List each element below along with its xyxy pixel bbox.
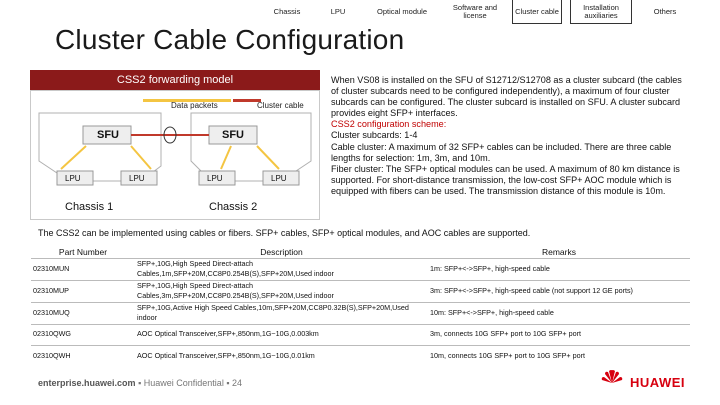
tab-lpu[interactable]: LPU bbox=[330, 7, 346, 16]
part-number-cell: 02310QWH bbox=[31, 345, 135, 366]
description-p4: Fiber cluster: The SFP+ optical modules can be used. A maximum of 80 km distance is supported. For short-distance transmission, the low-cost SFP+ AOC module which is equipped with fibers can be used. The transmission distance of this module is 10m. bbox=[331, 163, 680, 196]
top-nav bbox=[0, 0, 720, 24]
cluster-cable-legend: Cluster cable bbox=[257, 101, 304, 110]
description-cell: SFP+,10G,High Speed Direct-attach Cables,3m,SFP+20M,CC8P0.254B(S),SFP+20M,Used indoor bbox=[135, 280, 428, 302]
data-path-2 bbox=[221, 146, 279, 169]
table-row bbox=[31, 258, 690, 280]
page-number: 24 bbox=[232, 378, 243, 388]
configuration-scheme-heading: CSS2 configuration scheme: bbox=[331, 119, 447, 130]
page-title: Cluster Cable Configuration bbox=[55, 24, 405, 55]
sfu-1-label: SFU bbox=[97, 129, 119, 141]
footer-separator: ▪ bbox=[226, 378, 233, 388]
part-number-cell: 02310MUQ bbox=[31, 302, 135, 324]
lpu-label-3: LPU bbox=[207, 174, 223, 183]
footer-confidential: Huawei Confidential bbox=[143, 378, 224, 388]
lpu-label-2: LPU bbox=[129, 174, 145, 183]
header-description: Description bbox=[260, 246, 303, 257]
data-path-1 bbox=[61, 146, 151, 169]
description-p3: Cable cluster: A maximum of 32 SFP+ cables can be included. There are three cable lengths for selection: 1m, 3m, and 10m. bbox=[331, 141, 672, 163]
diagram-header: CSS2 forwarding model bbox=[30, 70, 320, 90]
parts-table bbox=[31, 246, 690, 366]
chassis-1-label: Chassis 1 bbox=[65, 201, 114, 213]
description-cell: AOC Optical Transceiver,SFP+,850nm,1G~10G,0.003km bbox=[135, 324, 428, 345]
remarks-cell: 10m, connects 10G SFP+ port to 10G SFP+ port bbox=[428, 345, 690, 366]
description-p2: Cluster subcards: 1-4 bbox=[331, 130, 418, 141]
forwarding-model-diagram bbox=[30, 70, 320, 220]
header-remarks: Remarks bbox=[541, 246, 576, 257]
part-number-cell: 02310MUP bbox=[31, 280, 135, 302]
table-row bbox=[31, 324, 690, 345]
part-number-cell: 02310MUN bbox=[31, 258, 135, 280]
remarks-cell: 3m, connects 10G SFP+ port to 10G SFP+ port bbox=[428, 324, 690, 345]
footer bbox=[38, 378, 242, 388]
part-number-cell: 02310QWG bbox=[31, 324, 135, 345]
table-row bbox=[31, 345, 690, 366]
footer-site[interactable]: enterprise.huawei.com bbox=[38, 378, 136, 388]
description-p1: When VS08 is installed on the SFU of S12712/S12708 as a cluster subcard (the cables of cluster subcards need to be configured independently), a maximum of four cluster subcards can be configured. The cluster subcard is installed on SFU. A cluster subcard provides eight SFP+ interfaces. bbox=[331, 75, 682, 119]
sfu-2-label: SFU bbox=[222, 129, 244, 141]
footer-separator: ▪ bbox=[138, 378, 144, 388]
tab-software-license[interactable]: Software and license bbox=[452, 3, 498, 20]
lpu-label-1: LPU bbox=[65, 174, 81, 183]
diagram-body bbox=[30, 90, 320, 220]
description-cell: AOC Optical Transceiver,SFP+,850nm,1G~10G,0.01km bbox=[135, 345, 428, 366]
description-cell: SFP+,10G,Active High Speed Cables,10m,SFP+20M,CC8P0.32B(S),SFP+20M,Used indoor bbox=[135, 302, 428, 324]
tab-cluster-cable[interactable]: Cluster cable bbox=[512, 0, 562, 24]
remarks-cell: 1m: SFP+<->SFP+, high-speed cable bbox=[428, 258, 690, 280]
header-part-number: Part Number bbox=[58, 246, 108, 257]
logo-text: HUAWEI bbox=[630, 375, 685, 390]
table-row bbox=[31, 302, 690, 324]
remarks-cell: 3m: SFP+<->SFP+, high-speed cable (not support 12 GE ports) bbox=[428, 280, 690, 302]
remarks-cell: 10m: SFP+<->SFP+, high-speed cable bbox=[428, 302, 690, 324]
tab-others[interactable]: Others bbox=[653, 7, 677, 16]
table-row bbox=[31, 280, 690, 302]
implementation-note: The CSS2 can be implemented using cables or fibers. SFP+ cables, SFP+ optical modules, and AOC cables are supported. bbox=[38, 228, 531, 238]
description-text bbox=[331, 75, 688, 197]
lpu-label-4: LPU bbox=[271, 174, 287, 183]
tab-chassis[interactable]: Chassis bbox=[273, 7, 301, 16]
tab-optical-module[interactable]: Optical module bbox=[376, 7, 428, 16]
description-cell: SFP+,10G,High Speed Direct-attach Cables,1m,SFP+20M,CC8P0.254B(S),SFP+20M,Used indoor bbox=[135, 258, 428, 280]
chassis-2-label: Chassis 2 bbox=[209, 201, 258, 213]
data-packets-legend: Data packets bbox=[171, 101, 218, 110]
tab-installation-auxiliaries[interactable]: Installation auxiliaries bbox=[570, 0, 632, 24]
